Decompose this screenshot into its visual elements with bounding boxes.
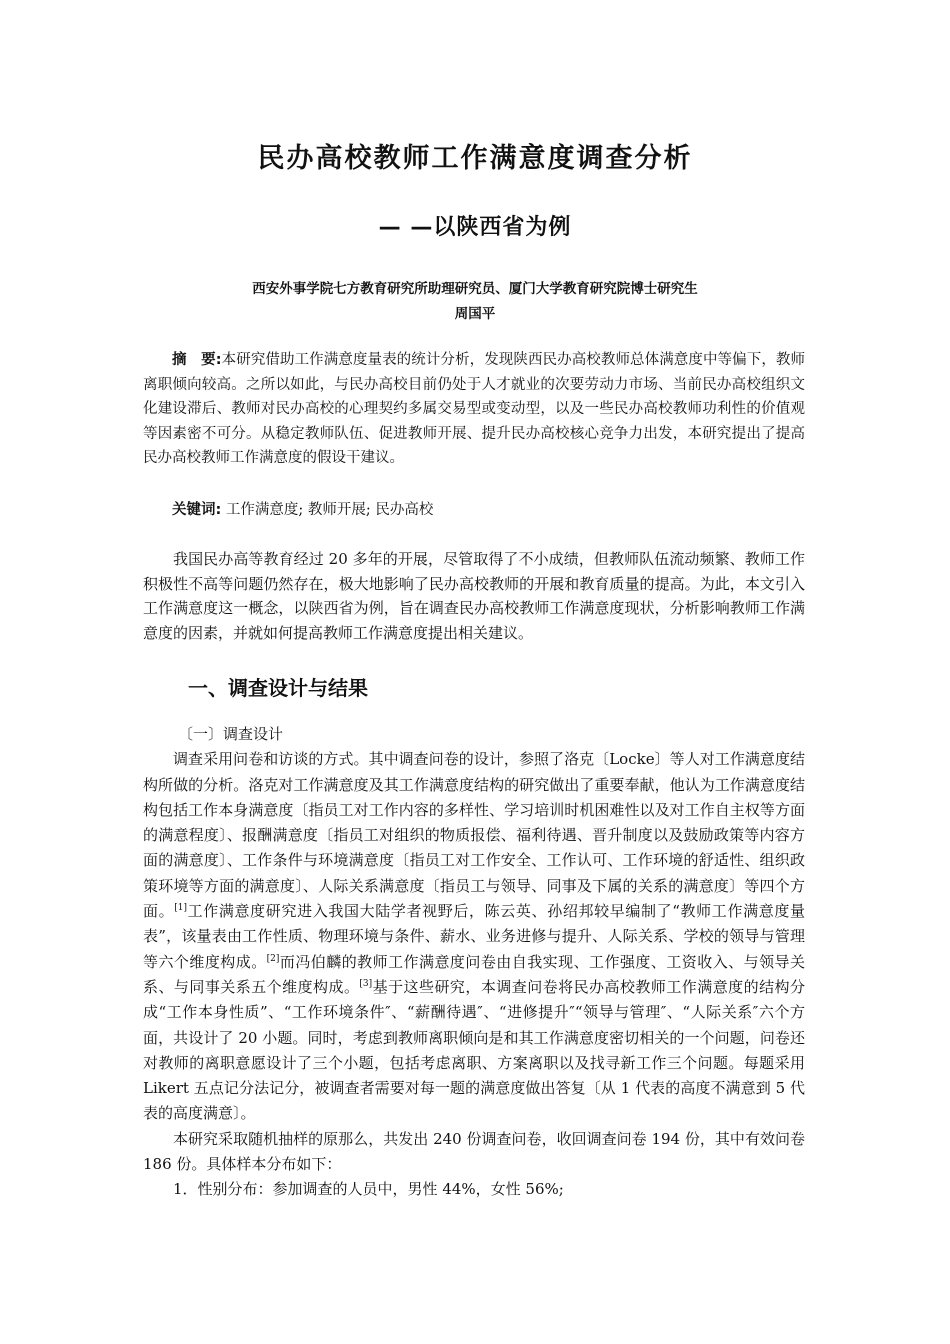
keywords-label: 关键词: [172, 502, 222, 518]
p1-part-d: 基于这些研究，本调查问卷将民办高校教师工作满意度的结构分成“工作本身性质”、“工作环境条件″、“薪酬待遇″、“进修提升″“领导与管理″、“人际关系″六个方面，共设计了 20 小题。同时，考虑到教师离职倾向是和其工作满意度密切相关的一个问题，问卷还对教师的离职意愿设计了三个小题，包括考虑离职、方案离职以及找寻新工作三个问题。每题采用 Likert 五点记分法记分，被调查者需要对每一题的满意度做出答复〔从 1 代表的高度不满意到 5 代表的高度满意〕。 [143, 977, 805, 1123]
citation-2: [2] [266, 953, 280, 964]
intro-paragraph: 我国民办高等教育经过 20 多年的开展，尽管取得了不小成绩，但教师队伍流动频繁、教师工作积极性不高等问题仍然存在，极大地影响了民办高校教师的开展和教育质量的提高。为此，本文引入工作满意度这一概念，以陕西省为例，旨在调查民办高校教师工作满意度现状，分析影响教师工作满意度的因素，并就如何提高教师工作满意度提出相关建议。 [143, 550, 805, 642]
paper-subtitle: — —以陕西省为例 [378, 215, 572, 240]
introduction [143, 547, 805, 645]
abstract-label: 摘 要: [172, 352, 222, 368]
author-affiliation: 西安外事学院七方教育研究所助理研究员、厦门大学教育研究院博士研究生 [252, 281, 698, 297]
section-body [143, 722, 805, 1203]
abstract [143, 348, 805, 471]
body-paragraph-2: 本研究采取随机抽样的原那么，共发出 240 份调查问卷，收回调查问卷 194 份，其中有效问卷 186 份。具体样本分布如下： [143, 1129, 805, 1174]
p1-part-c: 而冯伯麟的教师工作满意度问卷由自我实现、工作强度、工资收入、与领导关系、与同事关系五个维度构成。 [143, 952, 805, 996]
paper-title: 民办高校教师工作满意度调查分析 [257, 143, 693, 174]
p1-part-a: 调查采用问卷和访谈的方式。其中调查问卷的设计，参照了洛克〔Locke〕等人对工作满意度结构所做的分析。洛克对工作满意度及其工作满意度结构的研究做出了重要奉献，他认为工作满意度结构包括工作本身满意度〔指员工对工作内容的多样性、学习培训时机困难性以及对工作自主权等方面的满意程度〕、报酬满意度〔指员工对组织的物质报偿、福利待遇、晋升制度以及鼓励政策等内容方面的满意度〕、工作条件与环境满意度〔指员工对工作安全、工作认可、工作环境的舒适性、组织政策环境等方面的满意度〕、人际关系满意度〔指员工与领导、同事及下属的关系的满意度〕等四个方面。 [143, 750, 805, 921]
subsection-heading: 〔一〕调查设计 [178, 725, 284, 743]
citation-3: [3] [359, 978, 373, 989]
section-heading: 一、调查设计与结果 [188, 676, 368, 700]
author-name: 周国平 [454, 306, 496, 322]
keywords [143, 498, 805, 523]
body-paragraph-3: 1．性别分布：参加调查的人员中，男性 44%，女性 56%; [173, 1180, 564, 1199]
abstract-text: 本研究借助工作满意度量表的统计分析，发现陕西民办高校教师总体满意度中等偏下，教师离职倾向较高。之所以如此，与民办高校目前仍处于人才就业的次要劳动力市场、当前民办高校组织文化建设滞后、教师对民办高校的心理契约多属交易型或变动型，以及一些民办高校教师功利性的价值观等因素密不可分。从稳定教师队伍、促进教师开展、提升民办高校核心竞争力出发，本研究提出了提高民办高校教师工作满意度的假设干建议。 [143, 352, 805, 466]
citation-1: [1] [174, 903, 188, 914]
body-paragraph-1 [143, 747, 805, 1126]
keywords-text: 工作满意度; 教师开展; 民办高校 [225, 502, 434, 518]
p1-part-b: 工作满意度研究进入我国大陆学者视野后，陈云英、孙绍邦较早编制了“教师工作满意度量表”，该量表由工作性质、物理环境与条件、薪水、业务进修与提升、人际关系、学校的领导与管理等六个维度构成。 [143, 902, 805, 971]
